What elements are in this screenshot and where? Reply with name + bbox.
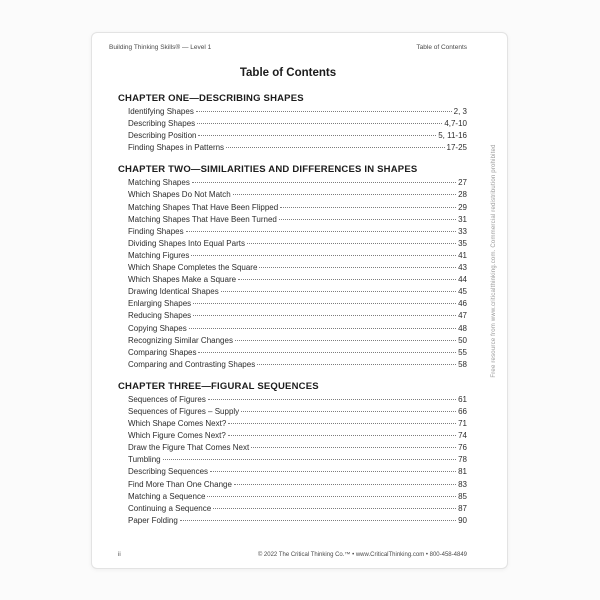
toc-entry-pages: 28	[458, 190, 467, 200]
toc-entry-pages: 66	[458, 406, 467, 416]
toc-entry-label: Which Shapes Do Not Match	[128, 190, 231, 200]
chapter-entries	[109, 394, 467, 527]
toc-entry-label: Matching Shapes	[128, 178, 190, 188]
dot-leader	[197, 123, 442, 124]
dot-leader	[193, 303, 456, 304]
dot-leader	[213, 508, 456, 509]
footer-copyright: © 2022 The Critical Thinking Co.™ • www.CriticalThinking.com • 800-458-4849	[257, 552, 467, 558]
toc-entry-row	[128, 214, 467, 226]
toc-entry-row	[128, 262, 467, 274]
dot-leader	[241, 411, 456, 412]
toc-entry-row	[128, 118, 467, 130]
dot-leader	[228, 435, 456, 436]
toc-entry-label: Which Shape Comes Next?	[128, 419, 227, 429]
page-title: Table of Contents	[239, 67, 337, 79]
toc-entry-pages: 55	[458, 347, 467, 357]
toc-entry-row	[128, 442, 467, 454]
dot-leader	[191, 255, 456, 256]
toc-entry-label: Tumbling	[128, 455, 161, 465]
toc-entry-row	[128, 406, 467, 418]
dot-leader	[207, 496, 456, 497]
toc-entry-pages: 43	[458, 263, 467, 273]
toc-entry-label: Drawing Identical Shapes	[128, 287, 219, 297]
toc-entry-row	[128, 142, 467, 154]
toc-entry-row	[128, 347, 467, 359]
toc-entry-pages: 31	[458, 214, 467, 224]
chapter-heading: CHAPTER THREE—FIGURAL SEQUENCES	[118, 380, 319, 392]
toc-entry-row	[128, 177, 467, 189]
toc-entry-label: Matching Shapes That Have Been Turned	[128, 214, 277, 224]
toc-entry-label: Which Shape Completes the Square	[128, 263, 258, 273]
running-header-right: Table of Contents	[416, 44, 467, 51]
running-footer	[118, 552, 467, 558]
dot-leader	[235, 340, 456, 341]
dot-leader	[247, 243, 456, 244]
dot-leader	[208, 399, 456, 400]
toc-entry-pages: 87	[458, 503, 467, 513]
toc-entry-label: Paper Folding	[128, 515, 178, 525]
dot-leader	[279, 219, 456, 220]
toc-entry-pages: 83	[458, 479, 467, 489]
toc-entry-row	[128, 226, 467, 238]
chapter-heading: CHAPTER ONE—DESCRIBING SHAPES	[118, 93, 304, 104]
toc-entry-label: Comparing and Contrasting Shapes	[128, 359, 256, 369]
dot-leader	[238, 279, 456, 280]
toc-entry-label: Enlarging Shapes	[128, 299, 192, 309]
dot-leader	[180, 520, 456, 521]
toc-entry-row	[128, 323, 467, 335]
chapter-heading: CHAPTER TWO—SIMILARITIES AND DIFFERENCES IN SHAPES	[118, 164, 418, 176]
toc-entry-label: Dividing Shapes Into Equal Parts	[128, 238, 245, 248]
toc-entry-pages: 46	[458, 299, 467, 309]
toc-entry-row	[128, 515, 467, 527]
toc-entry-label: Find More Than One Change	[128, 479, 232, 489]
toc-entry-label: Draw the Figure That Comes Next	[128, 443, 250, 453]
toc-entry-row	[128, 286, 467, 298]
toc-entry-label: Describing Shapes	[128, 119, 196, 129]
toc-entry-row	[128, 466, 467, 478]
toc-entry-pages: 35	[458, 238, 467, 248]
toc-entry-label: Finding Shapes	[128, 226, 184, 236]
dot-leader	[198, 135, 436, 136]
toc-entry-pages: 47	[458, 311, 467, 321]
dot-leader	[210, 471, 456, 472]
toc-entry-pages: 2, 3	[453, 107, 467, 116]
toc-entry-pages: 85	[458, 491, 467, 501]
toc-entry-row	[128, 310, 467, 322]
toc-entry-pages: 81	[458, 467, 467, 477]
toc-entry-row	[128, 503, 467, 515]
toc-entry-pages: 58	[458, 359, 467, 369]
dot-leader	[259, 267, 456, 268]
toc-entry-label: Sequences of Figures	[128, 394, 206, 404]
page-content	[92, 33, 507, 527]
dot-leader	[257, 364, 456, 365]
toc-entry-pages: 4,7-10	[444, 119, 467, 129]
dot-leader	[198, 352, 456, 353]
document-page	[91, 32, 508, 569]
dot-leader	[234, 484, 456, 485]
toc-entry-label: Which Figure Comes Next?	[128, 431, 226, 441]
chapter-entries	[109, 106, 467, 154]
toc-entry-pages: 50	[458, 335, 467, 345]
toc-entry-pages: 45	[458, 287, 467, 297]
dot-leader	[196, 111, 452, 112]
toc-entry-label: Describing Sequences	[128, 467, 209, 477]
toc-entry-pages: 41	[458, 250, 467, 260]
toc-entry-label: Which Shapes Make a Square	[128, 275, 237, 285]
toc-entry-row	[128, 202, 467, 214]
dot-leader	[221, 291, 456, 292]
toc-entry-row	[128, 491, 467, 503]
toc-entry-label: Matching Shapes That Have Been Flipped	[128, 202, 279, 212]
footer-page-number: ii	[118, 552, 121, 558]
dot-leader	[163, 459, 456, 460]
toc-entry-row	[128, 394, 467, 406]
dot-leader	[233, 194, 456, 195]
chapter-section	[109, 92, 467, 154]
chapter-entries	[109, 177, 467, 371]
toc-entry-label: Comparing Shapes	[128, 347, 197, 357]
toc-entry-pages: 74	[458, 431, 467, 441]
toc-entry-label: Describing Position	[128, 131, 197, 141]
sidebar-note: Free resource from www.criticalthinking.com. Commercial redistribution prohibited	[491, 144, 497, 378]
toc-entry-row	[128, 430, 467, 442]
toc-entry-row	[128, 359, 467, 371]
dot-leader	[193, 315, 456, 316]
dot-leader	[251, 447, 456, 448]
toc-entry-pages: 27	[458, 178, 467, 188]
chapter-section	[109, 163, 467, 371]
running-header	[109, 43, 467, 53]
toc-entry-row	[128, 274, 467, 286]
toc-entry-label: Finding Shapes in Patterns	[128, 143, 225, 153]
dot-leader	[192, 182, 456, 183]
toc-entry-row	[128, 298, 467, 310]
toc-entry-row	[128, 418, 467, 430]
toc-entry-label: Sequences of Figures – Supply	[128, 406, 240, 416]
running-header-left: Building Thinking Skills® — Level 1	[109, 44, 212, 51]
toc-entry-label: Matching Figures	[128, 250, 190, 260]
toc-entry-pages: 29	[458, 202, 467, 212]
toc-entry-label: Continuing a Sequence	[128, 503, 212, 513]
toc-entry-row	[128, 106, 467, 118]
toc-entry-row	[128, 479, 467, 491]
dot-leader	[189, 328, 456, 329]
toc-entry-row	[128, 335, 467, 347]
toc-entry-pages: 76	[458, 443, 467, 453]
toc-entry-row	[128, 238, 467, 250]
toc-entry-label: Copying Shapes	[128, 323, 187, 333]
chapters	[109, 92, 467, 527]
dot-leader	[280, 207, 456, 208]
toc-entry-pages: 5, 11-16	[438, 131, 467, 141]
toc-entry-pages: 44	[458, 275, 467, 285]
toc-entry-row	[128, 454, 467, 466]
dot-leader	[226, 147, 444, 148]
toc-entry-pages: 61	[458, 394, 467, 404]
toc-entry-row	[128, 250, 467, 262]
toc-entry-row	[128, 189, 467, 201]
toc-entry-pages: 90	[458, 515, 467, 525]
toc-entry-row	[128, 130, 467, 142]
toc-entry-label: Reducing Shapes	[128, 311, 192, 321]
toc-entry-pages: 71	[458, 419, 467, 429]
toc-entry-label: Matching a Sequence	[128, 491, 206, 501]
toc-entry-pages: 17-25	[446, 143, 467, 153]
toc-entry-label: Recognizing Similar Changes	[128, 335, 233, 345]
dot-leader	[228, 423, 456, 424]
dot-leader	[186, 231, 457, 232]
toc-entry-label: Identifying Shapes	[128, 107, 194, 116]
toc-entry-pages: 33	[458, 226, 467, 236]
toc-entry-pages: 48	[458, 323, 467, 333]
toc-entry-pages: 78	[458, 455, 467, 465]
chapter-section	[109, 380, 467, 527]
